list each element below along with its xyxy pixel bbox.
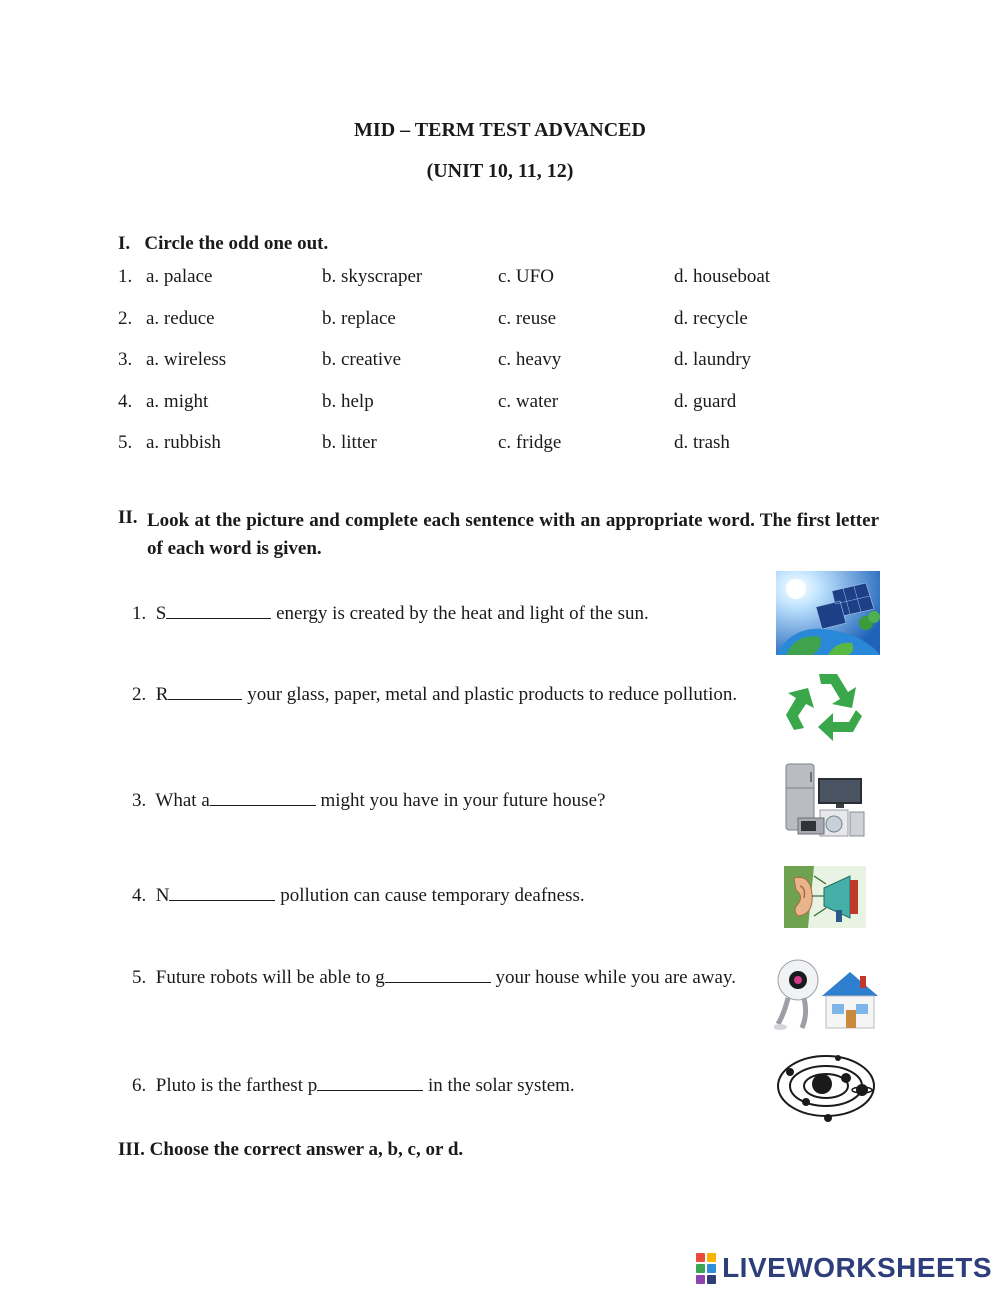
option-c[interactable]: c. fridge — [498, 432, 562, 453]
question-end: your glass, paper, metal and plastic products to reduce pollution. — [242, 684, 738, 705]
section-2-heading: Look at the picture and complete each sentence with an appropriate word. The first letter of each word is given. — [147, 510, 879, 559]
option-c[interactable]: c. reuse — [498, 308, 557, 329]
question-number: 6. — [132, 1075, 147, 1096]
question-end: your house while you are away. — [490, 967, 736, 988]
option-a[interactable]: a. might — [146, 391, 209, 412]
question-start: What a — [155, 790, 210, 811]
question-end: might you have in your future house? — [315, 790, 606, 811]
odd-one-out-row — [118, 432, 818, 458]
item-number: 1. — [118, 266, 133, 287]
option-a[interactable]: a. rubbish — [146, 432, 221, 453]
option-d[interactable]: d. recycle — [674, 308, 748, 329]
item-number: 2. — [118, 308, 133, 329]
answer-blank[interactable] — [210, 788, 316, 806]
appliances-picture — [778, 760, 868, 840]
page-subtitle: (UNIT 10, 11, 12) — [426, 160, 574, 182]
option-d[interactable]: d. laundry — [674, 349, 752, 370]
logo-text: LIVEWORKSHEETS — [722, 1252, 992, 1283]
option-a[interactable]: a. wireless — [146, 349, 227, 370]
fill-in-question — [132, 788, 752, 814]
fill-in-question — [132, 1073, 752, 1099]
option-d[interactable]: d. houseboat — [674, 266, 771, 287]
recycle-picture — [786, 670, 870, 748]
option-b[interactable]: b. replace — [322, 308, 396, 329]
robot-house-picture — [774, 952, 880, 1032]
fill-in-question — [132, 883, 752, 909]
option-b[interactable]: b. skyscraper — [322, 266, 423, 287]
item-number: 5. — [118, 432, 133, 453]
section-2-number: II. — [118, 507, 138, 528]
option-a[interactable]: a. palace — [146, 266, 213, 287]
odd-one-out-row — [118, 391, 818, 417]
logo-mark-icon — [696, 1253, 716, 1284]
question-number: 5. — [132, 967, 147, 988]
option-c[interactable]: c. heavy — [498, 349, 562, 370]
option-c[interactable]: c. water — [498, 391, 559, 412]
answer-blank[interactable] — [317, 1073, 423, 1091]
question-start: N — [155, 885, 170, 906]
question-number: 1. — [132, 603, 147, 624]
odd-one-out-row — [118, 349, 818, 375]
question-end: pollution can cause temporary deafness. — [275, 885, 585, 906]
answer-blank[interactable] — [385, 965, 491, 983]
item-number: 4. — [118, 391, 133, 412]
liveworksheets-logo — [696, 1252, 992, 1284]
section-1-heading: I. Circle the odd one out. — [118, 233, 329, 254]
option-c[interactable]: c. UFO — [498, 266, 554, 287]
section-3-heading: III. Choose the correct answer a, b, c, or d. — [118, 1139, 464, 1160]
solar-system-picture — [776, 1046, 878, 1128]
answer-blank[interactable] — [169, 883, 275, 901]
option-d[interactable]: d. guard — [674, 391, 737, 412]
answer-blank[interactable] — [168, 682, 242, 700]
noise-picture — [784, 866, 866, 928]
question-number: 3. — [132, 790, 147, 811]
fill-in-question — [132, 965, 756, 991]
option-d[interactable]: d. trash — [674, 432, 730, 453]
question-end: in the solar system. — [423, 1075, 575, 1096]
item-number: 3. — [118, 349, 133, 370]
question-number: 2. — [132, 684, 147, 705]
question-number: 4. — [132, 885, 147, 906]
question-start: Pluto is the farthest p — [155, 1075, 318, 1096]
option-a[interactable]: a. reduce — [146, 308, 215, 329]
solar-energy-picture — [776, 571, 880, 655]
odd-one-out-row — [118, 266, 818, 292]
option-b[interactable]: b. creative — [322, 349, 402, 370]
option-b[interactable]: b. help — [322, 391, 374, 412]
question-start: R — [155, 684, 169, 705]
odd-one-out-row — [118, 308, 818, 334]
question-end: energy is created by the heat and light of the sun. — [271, 603, 649, 624]
option-b[interactable]: b. litter — [322, 432, 377, 453]
answer-blank[interactable] — [166, 601, 271, 619]
question-start: Future robots will be able to g — [155, 967, 385, 988]
fill-in-question — [132, 682, 756, 708]
page-title: MID – TERM TEST ADVANCED — [354, 119, 646, 141]
fill-in-question — [132, 601, 752, 627]
question-start: S — [155, 603, 167, 624]
